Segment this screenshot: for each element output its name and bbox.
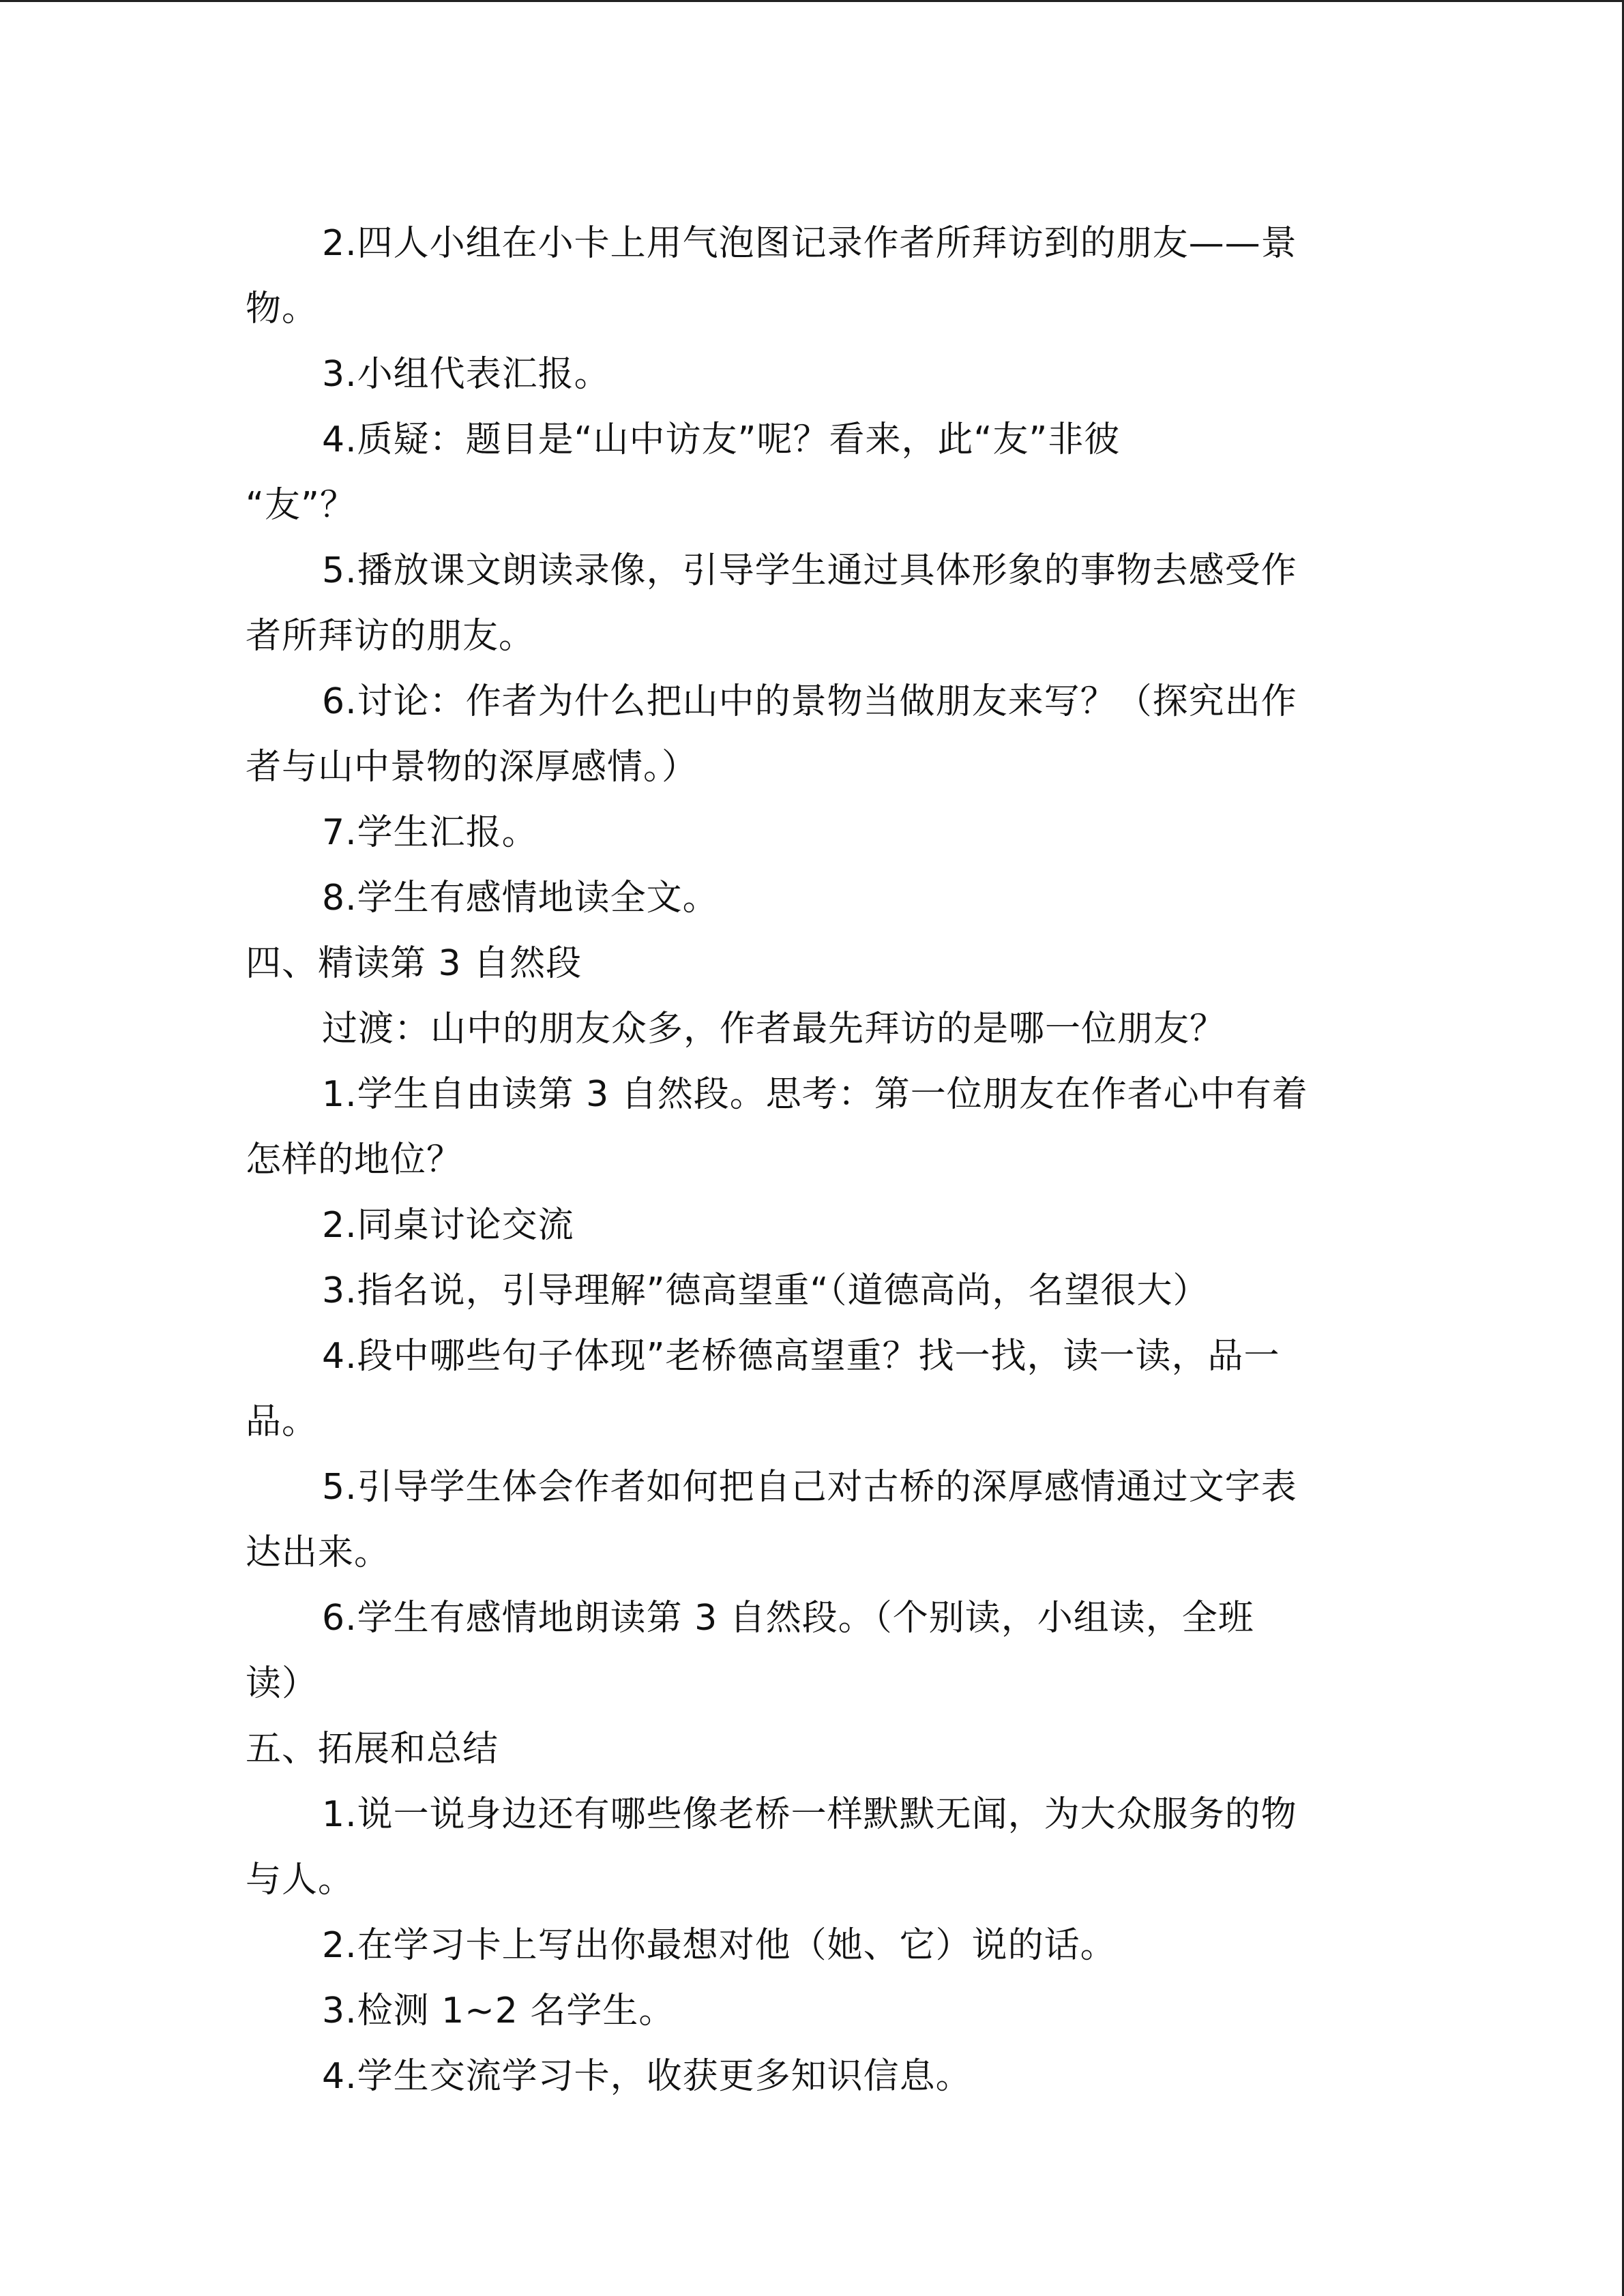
text-line: 2.在学习卡上写出你最想对他（她、它）说的话。 [322,1925,1117,1966]
text-line: 者与山中景物的深厚感情。） [246,747,698,788]
section-heading: 五、拓展和总结 [246,1729,499,1770]
text-line: 2.同桌讨论交流 [322,1205,574,1246]
text-line: 5.引导学生体会作者如何把自己对古桥的深厚感情通过文字表 [322,1467,1297,1508]
text-line: 3.检测 1~2 名学生。 [322,1991,675,2031]
text-line: “友”？ [246,485,356,526]
text-line: 5.播放课文朗读录像，引导学生通过具体形象的事物去感受作 [322,550,1297,591]
text-line: 与人。 [246,1860,355,1900]
text-line: 4.段中哪些句子体现”老桥德高望重？找一找，读一读，品一 [322,1336,1280,1377]
section-heading: 四、精读第 3 自然段 [246,943,582,984]
text-line: 读） [246,1663,319,1704]
text-line: 物。 [246,288,319,329]
text-line: 3.小组代表汇报。 [322,354,610,395]
document-body [246,211,1350,2109]
text-line: 7.学生汇报。 [322,812,538,853]
text-line: 4.学生交流学习卡，收获更多知识信息。 [322,2056,972,2097]
text-line: 品。 [246,1401,319,1442]
text-line: 6.讨论：作者为什么把山中的景物当做朋友来写？（探究出作 [322,681,1297,722]
text-line: 者所拜访的朋友。 [246,616,535,657]
text-line: 1.说一说身边还有哪些像老桥一样默默无闻，为大众服务的物 [322,1794,1297,1835]
text-line: 4.质疑：题目是“山中访友”呢？看来，此“友”非彼 [322,419,1121,460]
text-line: 过渡：山中的朋友众多，作者最先拜访的是哪一位朋友？ [322,1009,1226,1049]
text-line: 8.学生有感情地读全文。 [322,878,719,919]
text-line: 2.四人小组在小卡上用气泡图记录作者所拜访到的朋友——景 [322,223,1297,264]
text-line: 1.学生自由读第 3 自然段。思考：第一位朋友在作者心中有着 [322,1074,1308,1115]
text-line: 6.学生有感情地朗读第 3 自然段。（个别读，小组读，全班 [322,1598,1254,1639]
text-line: 达出来。 [246,1532,391,1573]
text-line: 3.指名说，引导理解”德高望重“（道德高尚，名望很大） [322,1270,1209,1311]
text-line: 怎样的地位？ [246,1139,463,1180]
